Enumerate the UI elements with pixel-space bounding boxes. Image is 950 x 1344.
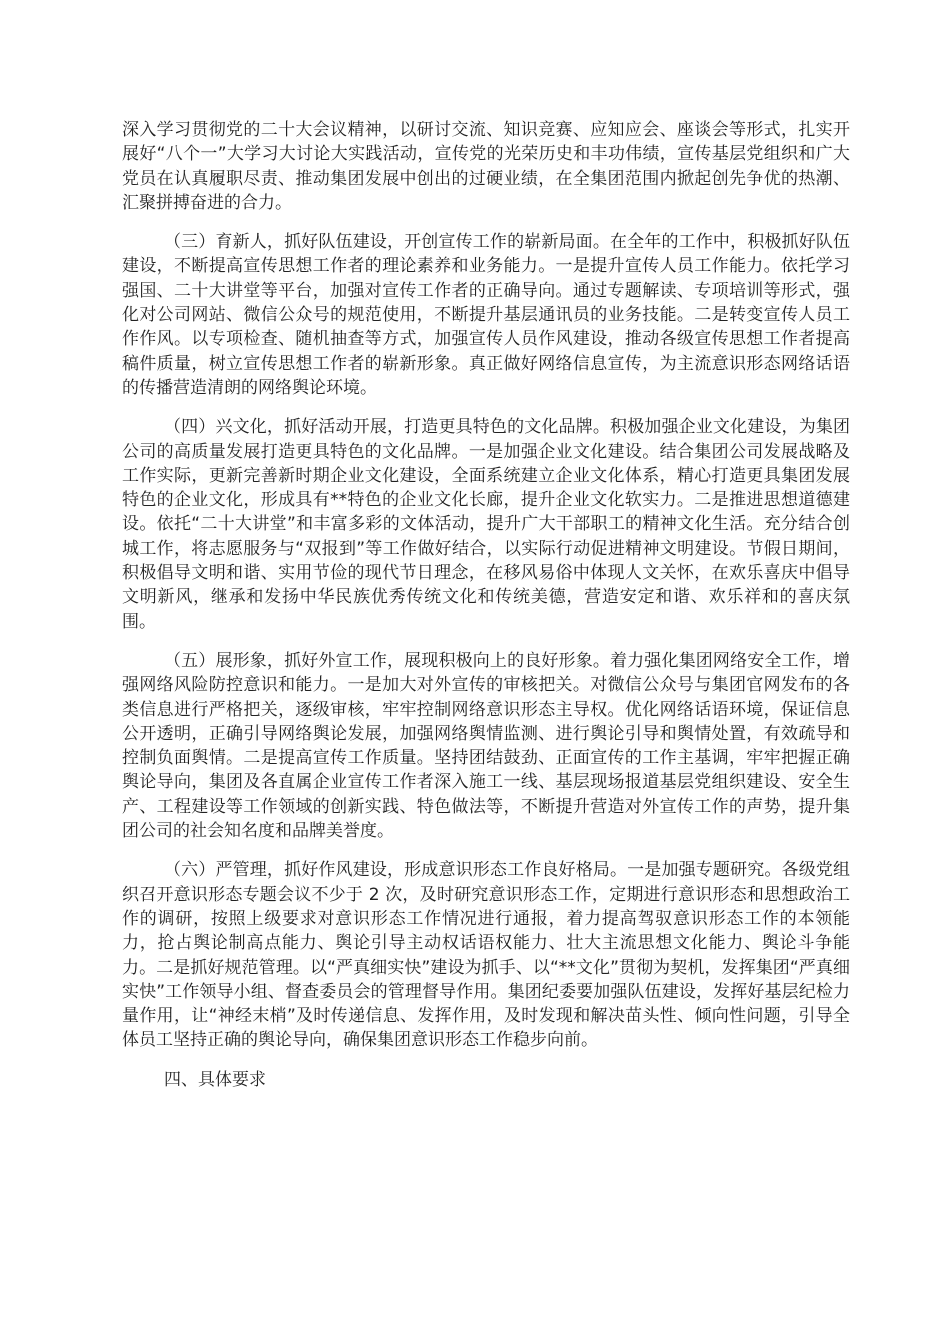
- section-heading: 四、具体要求: [164, 1069, 266, 1090]
- paragraph-section-6: （六）严管理，抓好作风建设，形成意识形态工作良好格局。一是加强专题研究。各级党组织召开意识形态专题会议不少于 2 次，及时研究意识形态工作，定期进行意识形态和思想政治工作的调研，按照上级要求对意识形态工作情况进行通报，着力提高驾驭意识形态工作的本领能力，抢占舆论制高点能力、舆论引导主动权话语权能力、壮大主流思想文化能力、舆论斗争能力。二是抓好规范管理。以“严真细实快”建设为抓手、以“**文化”贯彻为契机，发挥集团“严真细实快”工作领导小组、督查委员会的管理督导作用。集团纪委要加强队伍建设，发挥好基层纪检力量作用，让“神经末梢”及时传递信息、发挥作用，及时发现和解决苗头性、倾向性问题，引导全体员工坚持正确的舆论导向，确保集团意识形态工作稳步向前。: [122, 860, 850, 1051]
- paragraph-section-5: （五）展形象，抓好外宣工作，展现积极向上的良好形象。着力强化集团网络安全工作，增强网络风险防控意识和能力。一是加大对外宣传的审核把关。对微信公众号与集团官网发布的各类信息进行严格把关，逐级审核，牢牢控制网络意识形态主导权。优化网络话语环境，保证信息公开透明，正确引导网络舆论发展，加强网络舆情监测、进行舆论引导和舆情处置，有效疏导和控制负面舆情。二是提高宣传工作质量。坚持团结鼓劲、正面宣传的工作主基调，牢牢把握正确舆论导向，集团及各直属企业宣传工作者深入施工一线、基层现场报道基层党组织建设、安全生产、工程建设等工作领域的创新实践、特色做法等，不断提升营造对外宣传工作的声势，提升集团公司的社会知名度和品牌美誉度。: [122, 650, 850, 842]
- paragraph-section-3: （三）育新人，抓好队伍建设，开创宣传工作的崭新局面。在全年的工作中，积极抓好队伍建设，不断提高宣传思想工作者的理论素养和业务能力。一是提升宣传人员工作能力。依托学习强国、二十大讲堂等平台，加强对宣传工作者的正确导向。通过专题解读、专项培训等形式，强化对公司网站、微信公众号的规范使用，不断提升基层通讯员的业务技能。二是转变宣传人员工作作风。以专项检查、随机抽查等方式，加强宣传人员作风建设，推动各级宣传思想工作者提高稿件质量，树立宣传思想工作者的崭新形象。真正做好网络信息宣传，为主流意识形态网络话语的传播营造清朗的网络舆论环境。: [122, 232, 850, 398]
- paragraph-section-4: （四）兴文化，抓好活动开展，打造更具特色的文化品牌。积极加强企业文化建设，为集团公司的高质量发展打造更具特色的文化品牌。一是加强企业文化建设。结合集团公司发展战略及工作实际，更新完善新时期企业文化建设，全面系统建立企业文化体系，精心打造更具集团发展特色的企业文化，形成具有**特色的企业文化长廊，提升企业文化软实力。二是推进思想道德建设。依托“二十大讲堂”和丰富多彩的文体活动，提升广大干部职工的精神文化生活。充分结合创城工作，将志愿服务与“双报到”等工作做好结合，以实际行动促进精神文明建设。节假日期间，积极倡导文明和谐、实用节俭的现代节日理念，在移风易俗中体现人文关怀，在欢乐喜庆中倡导文明新风，继承和发扬中华民族优秀传统文化和传统美德，营造安定和谐、欢乐祥和的喜庆氛围。: [122, 417, 850, 632]
- paragraph-continuation: 深入学习贯彻党的二十大会议精神，以研讨交流、知识竞赛、应知应会、座谈会等形式，扎实开展好“八个一”大学习大讨论大实践活动，宣传党的光荣历史和丰功伟绩，宣传基层党组织和广大党员在认真履职尽责、推动集团发展中创出的过硬业绩，在全集团范围内掀起创先争优的热潮、汇聚拼搏奋进的合力。: [122, 120, 850, 213]
- document-body: [122, 118, 850, 1092]
